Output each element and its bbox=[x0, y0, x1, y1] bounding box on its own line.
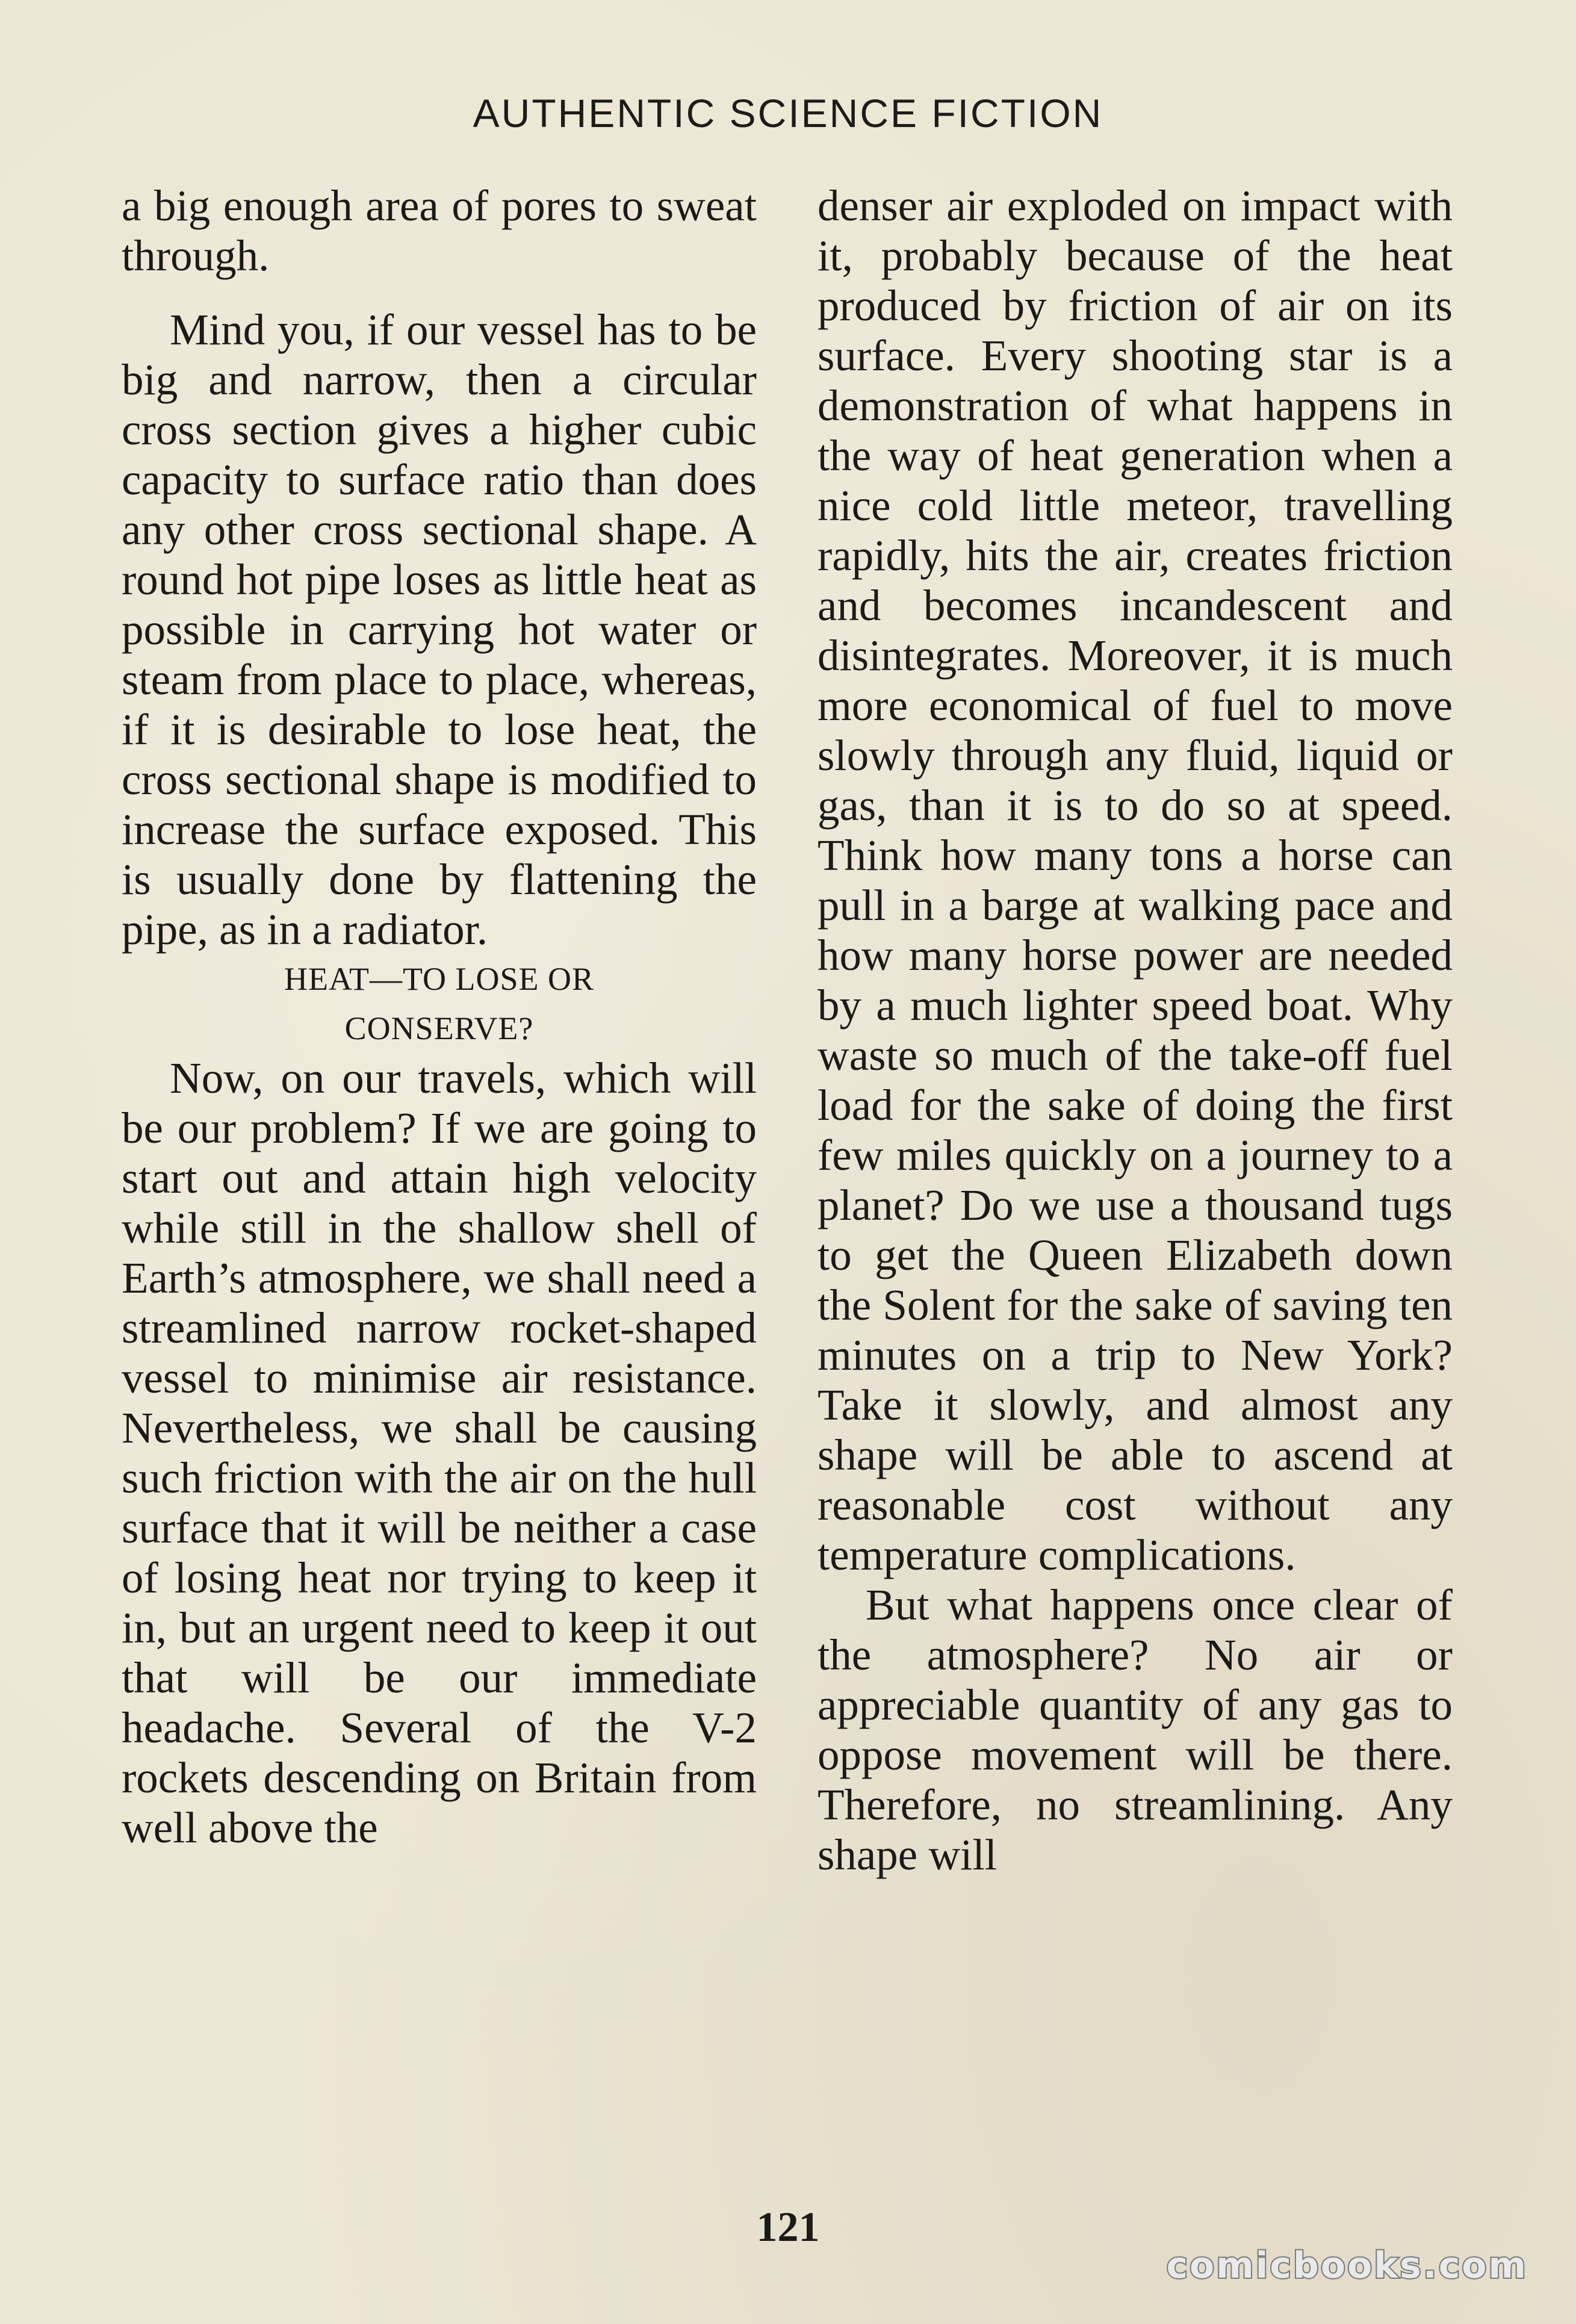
section-heading bbox=[122, 954, 757, 1053]
section-heading-line-2: CONSERVE? bbox=[344, 1010, 534, 1046]
running-header: AUTHENTIC SCIENCE FICTION bbox=[473, 91, 1103, 135]
right-column bbox=[817, 181, 1453, 1880]
paragraph: Mind you, if our vessel has to be big and narrow, then a circular cross section gives a higher cubic capacity to surface ratio than does any other cross sectional shape. A round hot pipe loses as little heat as possible in carrying hot water or steam from place to place, whereas, if it is desirable to lose heat, the cross sectional shape is modified to increase the surface exposed. This is usually done by flattening the pipe, as in a radiator. bbox=[122, 305, 757, 954]
paragraph: a big enough area of pores to sweat through. bbox=[122, 181, 757, 280]
page-number: 121 bbox=[756, 2204, 820, 2251]
paragraph: But what happens once clear of the atmosphere? No air or appreciable quantity of any gas to oppose movement will be there. Therefore, no streamlining. Any shape will bbox=[817, 1580, 1453, 1879]
section-heading-line-1: HEAT—TO LOSE OR bbox=[284, 961, 594, 997]
paragraph: denser air exploded on impact with it, probably because of the heat produced by friction of air on its surface. Every shooting star is a demonstration of what happens in the way of heat generation when a nice cold little meteor, travelling rapidly, hits the air, creates friction and becomes incandescent and disintegrates. Moreover, it is much more economical of fuel to move slowly through any fluid, liquid or gas, than it is to do so at speed. Think how many tons a horse can pull in a barge at walking pace and how many horse power are needed by a much lighter speed boat. Why waste so much of the take-off fuel load for the sake of doing the first few miles quickly on a journey to a planet? Do we use a thousand tugs to get the Queen Elizabeth down the Solent for the sake of saving ten minutes on a trip to New York? Take it slowly, and almost any shape will be able to ascend at reasonable cost without any temperature complications. bbox=[817, 181, 1453, 1579]
paragraph: Now, on our travels, which will be our problem? If we are going to start out and attain high velocity while still in the shallow shell of Earth’s atmosphere, we shall need a streamlined narrow rocket-shaped vessel to minimise air resistance. Nevertheless, we shall be causing such friction with the air on the hull surface that it will be neither a case of losing heat nor trying to keep it in, but an urgent need to keep it out that will be our immediate headache. Several of the V-2 rockets descending on Britain from well above the bbox=[122, 1054, 757, 1852]
watermark-logo: comicbooks.com bbox=[1166, 2245, 1528, 2287]
left-column bbox=[122, 181, 757, 1853]
